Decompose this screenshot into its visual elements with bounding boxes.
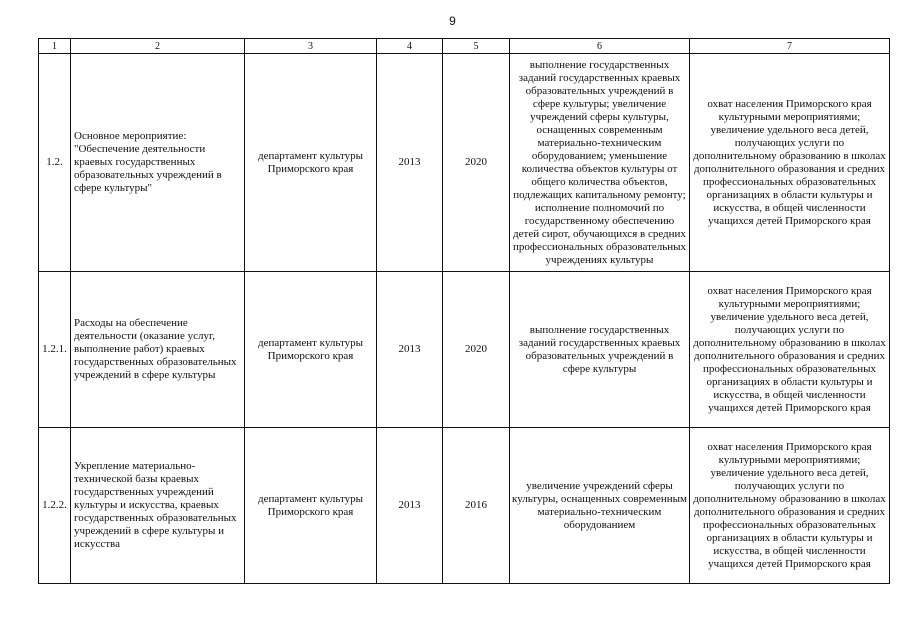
indicator-link: охват населения Приморского края культурными мероприятиями; увеличение удельного веса детей, получающих услуги по дополнительному образованию в школах дополнительного образования и средних профессиональных образовательных организациях в области культуры и искусства, в общей численности учащихся детей Приморского края (690, 428, 890, 584)
indicator-link: охват населения Приморского края культурными мероприятиями; увеличение удельного веса детей, получающих услуги по дополнительному образованию в школах дополнительного образования и средних профессиональных образовательных организациях в области культуры и искусства, в общей численности учащихся детей Приморского края (690, 54, 890, 272)
column-number: 6 (510, 39, 690, 54)
table-row (39, 428, 890, 584)
executor: департамент культуры Приморского края (245, 428, 377, 584)
column-number-row (39, 39, 890, 54)
expected-result: увеличение учреждений сферы культуры, оснащенных современным материально-техническим оборудованием (510, 428, 690, 584)
column-number: 4 (377, 39, 443, 54)
executor: департамент культуры Приморского края (245, 272, 377, 428)
start-year: 2013 (377, 54, 443, 272)
table-row (39, 272, 890, 428)
table-row (39, 54, 890, 272)
end-year: 2020 (443, 54, 510, 272)
expected-result: выполнение государственных заданий государственных краевых образовательных учреждений в сфере культуры; увеличение учреждений сферы культуры, оснащенных современным материально-техническим оборудованием; уменьшение количества объектов культуры от общего количества объектов, подлежащих капитальному ремонту; исполнение полномочий по государственному обеспечению детей сирот, обучающихся в средних профессиональных образовательных учреждениях культуры (510, 54, 690, 272)
column-number: 5 (443, 39, 510, 54)
activity-name: Расходы на обеспечение деятельности (оказание услуг, выполнение работ) краевых государственных образовательных учреждений в сфере культуры (71, 272, 245, 428)
start-year: 2013 (377, 272, 443, 428)
indicator-link: охват населения Приморского края культурными мероприятиями; увеличение удельного веса детей, получающих услуги по дополнительному образованию в школах дополнительного образования и средних профессиональных образовательных организациях в области культуры и искусства, в общей численности учащихся детей Приморского края (690, 272, 890, 428)
end-year: 2016 (443, 428, 510, 584)
item-number: 1.2.2. (39, 428, 71, 584)
expected-result: выполнение государственных заданий государственных краевых образовательных учреждений в сфере культуры (510, 272, 690, 428)
start-year: 2013 (377, 428, 443, 584)
column-number: 3 (245, 39, 377, 54)
activity-name: Укрепление материально-технической базы краевых государственных учреждений культуры и искусства, краевых государственных образовательных учреждений в сфере культуры и искусства (71, 428, 245, 584)
activity-name: Основное мероприятие: "Обеспечение деятельности краевых государственных образовательных учреждений в сфере культуры" (71, 54, 245, 272)
column-number: 2 (71, 39, 245, 54)
executor: департамент культуры Приморского края (245, 54, 377, 272)
column-number: 7 (690, 39, 890, 54)
item-number: 1.2. (39, 54, 71, 272)
item-number: 1.2.1. (39, 272, 71, 428)
page-number: 9 (449, 14, 456, 28)
program-table (38, 38, 890, 584)
column-number: 1 (39, 39, 71, 54)
end-year: 2020 (443, 272, 510, 428)
